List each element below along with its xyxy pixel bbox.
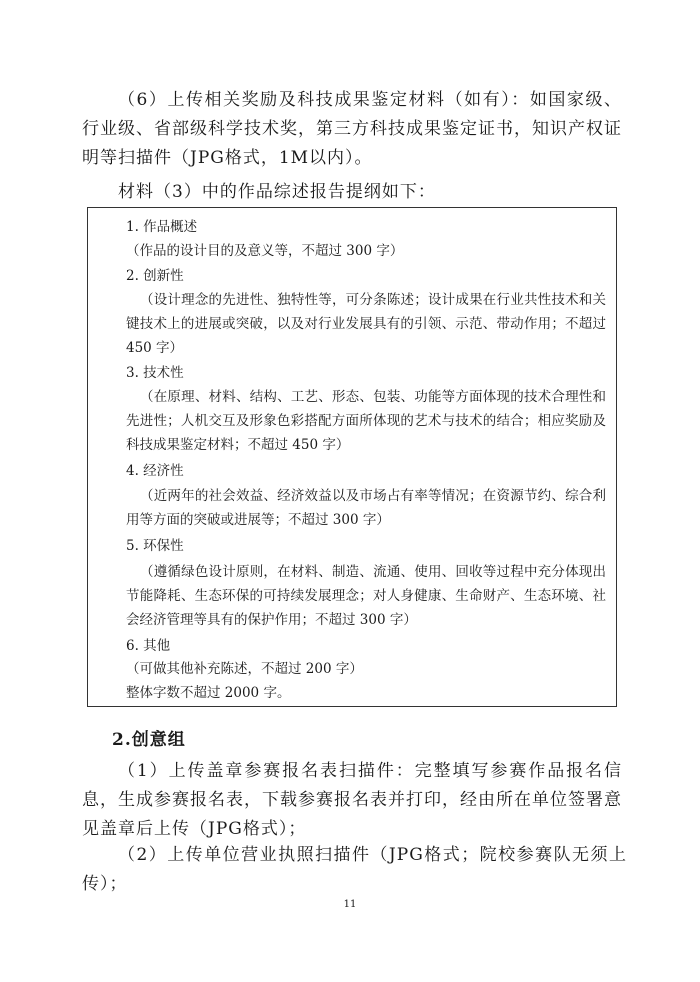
outline-item-title: 3. 技术性: [126, 365, 184, 381]
page-number: 11: [343, 899, 357, 910]
paragraph-upload-license: （2）上传单位营业执照扫描件（JPG格式；院校参赛队无须上传）；: [82, 845, 627, 894]
outline-item-body: （作品的设计目的及意义等，不超过 300 字）: [126, 243, 404, 259]
outline-item-body: （近两年的社会效益、经济效益以及市场占有率等情况；在资源节约、综合利用等方面的突破或进展等；不超过 300 字）: [126, 488, 606, 528]
outline-item-title: 6. 其他: [126, 638, 171, 654]
outline-item-body: （设计理念的先进性、独特性等，可分条陈述；设计成果在行业共性技术和关键技术上的进展或突破，以及对行业发展具有的引领、示范、带动作用；不超过 450 字）: [126, 292, 606, 356]
outline-item-title: 1. 作品概述: [126, 219, 198, 235]
paragraph-upload-registration: （1）上传盖章参赛报名表扫描件：完整填写参赛作品报名信息，生成参赛报名表，下载参赛报名表并打印，经由所在单位签署意见盖章后上传（JPG格式）；: [82, 761, 622, 839]
outline-item-title: 2. 创新性: [126, 268, 184, 284]
outline-item-body: （遵循绿色设计原则，在材料、制造、流通、使用、回收等过程中充分体现出节能降耗、生态环保的可持续发展理念；对人身健康、生命财产、生态环境、社会经济管理等具有的保护作用；不超过 300 字）: [126, 564, 606, 628]
outline-total-note: 整体字数不超过 2000 字。: [126, 685, 291, 701]
outline-item-body: （在原理、材料、结构、工艺、形态、包装、功能等方面体现的技术合理性和先进性；人机交互及形象色彩搭配方面所体现的艺术与技术的结合；相应奖励及科技成果鉴定材料；不超过 450 字）: [126, 389, 606, 453]
outline-item-body: （可做其他补充陈述，不超过 200 字）: [126, 661, 363, 677]
outline-box: [87, 207, 617, 707]
paragraph-outline-intro: 材料（3）中的作品综述报告提纲如下：: [118, 182, 436, 202]
paragraph-upload-awards: （6）上传相关奖励及科技成果鉴定材料（如有）：如国家级、行业级、省部级科学技术奖，第三方科技成果鉴定证书，知识产权证明等扫描件（JPG格式，1M以内）。: [82, 90, 622, 168]
outline-item-title: 4. 经济性: [126, 463, 184, 479]
section-heading: 2.创意组: [112, 730, 186, 750]
outline-item-title: 5. 环保性: [126, 538, 184, 554]
